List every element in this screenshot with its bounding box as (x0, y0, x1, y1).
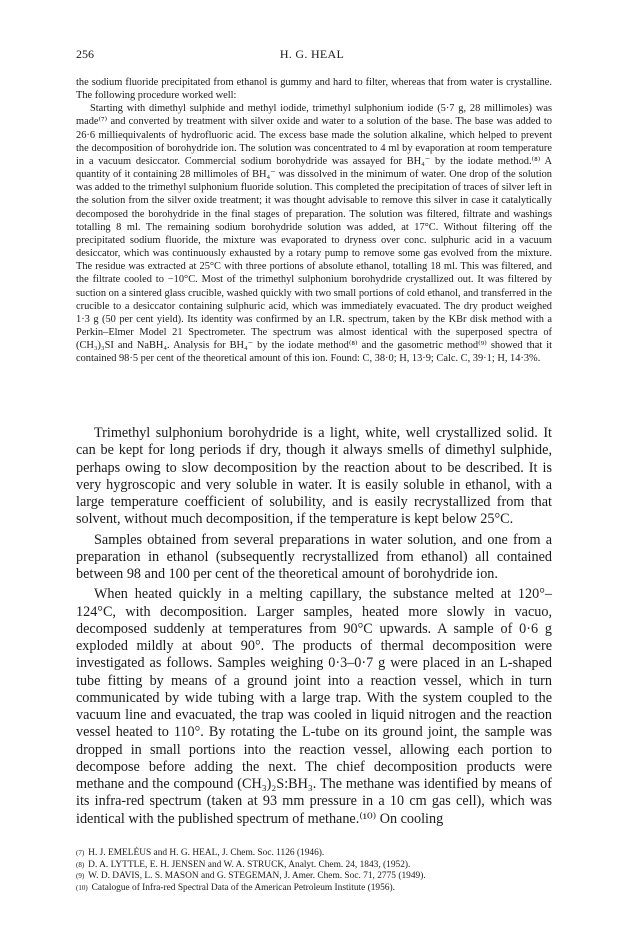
footnote (76, 883, 552, 895)
body-paragraph: When heated quickly in a melting capillary, the substance melted at 120°–124°C, with decomposition. Larger samples, heated more slowly in vacuo, decomposed suddenly at temperatures from 90°C upwards. A sample of 0·6 g exploded mildly at about 90°. The products of thermal decomposition were investigated as follows. Samples weighing 0·3–0·7 g were placed in an L-shaped tube fitting by means of a ground joint into a reaction vessel, which in turn communicated by wide tubing with a large trap. With the system coupled to the vacuum line and evacuated, the trap was cooled in liquid nitrogen and the reaction vessel heated to 110°. By rotating the L-tube on its ground joint, the sample was dropped in small portions into the reaction vessel, allowing each portion to decompose before adding the next. The chief decomposition products were methane and the compound (CH₃)₂S:BH₃. The methane was identified by means of its infra-red spectrum (taken at 93 mm pressure in a 10 cm gas cell), which was identical with the published spectrum of methane.⁽¹⁰⁾ On cooling (76, 586, 552, 827)
body-paragraph: Trimethyl sulphonium borohydride is a light, white, well crystallized solid. It can be kept for long periods if dry, though it always smells of dimethyl sulphide, perhaps owing to slow decomposition by the reaction about to be described. It is very hygroscopic and very soluble in water. It is easily soluble in ethanol, with a large temperature coefficient of solubility, and is easily recrystallized from that solvent, without much decomposition, if the temperature is kept below 25°C. (76, 425, 552, 528)
small-paragraph: the sodium fluoride precipitated from ethanol is gummy and hard to filter, whereas that from water is crystalline. The following procedure worked well: (76, 77, 552, 102)
footnote (76, 871, 552, 883)
footnote-text: D. A. LYTTLE, E. H. JENSEN and W. A. STRUCK, Analyt. Chem. 24, 1843, (1952). (88, 859, 411, 870)
footnote-text: W. D. DAVIS, L. S. MASON and G. STEGEMAN, J. Amer. Chem. Soc. 71, 2775 (1949). (88, 871, 426, 882)
footnote-text: H. J. EMELÉUS and H. G. HEAL, J. Chem. Soc. 1126 (1946). (88, 848, 325, 858)
footnotes (76, 848, 552, 894)
footnote-mark: (8) (76, 860, 85, 869)
footnote-mark: (9) (76, 872, 85, 881)
footnote (76, 848, 552, 860)
running-header-author: H. G. HEAL (279, 47, 345, 61)
footnote-mark: (7) (76, 849, 85, 857)
small-paragraph: Starting with dimethyl sulphide and methyl iodide, trimethyl sulphonium iodide (5·7 g, 28 millimoles) was made⁽⁷⁾ and converted by treatment with silver oxide and water to a solution of the base. The base was added to 26·6 milliequivalents of hydrofluoric acid. The excess base made the solution alkaline, which helped to prevent the decomposition of borohydride ion. The solution was concentrated to 4 ml by evaporation at room temperature in a vacuum desiccator. Commercial sodium borohydride was assayed for BH₄⁻ by the iodate method.⁽⁸⁾ A quantity of it containing 28 millimoles of BH₄⁻ was dissolved in the minimum of water. One drop of the solution was added to the trimethyl sulphonium fluoride solution. This completed the precipitation of traces of silver left in the solution from the silver oxide treatment; it was thought advisable to remove this silver in case it catalytically decomposed the borohydride in the final stages of preparation. The solution was filtered, filtrate and washings totalling 8 ml. The remaining sodium borohydride solution was added, at 17°C. Without filtering off the precipitated sodium fluoride, the mixture was evaporated to dryness over conc. sulphuric acid in a vacuum desiccator, which was continuously exhausted by a rotary pump to remove some gas evolved from the mixture. The residue was extracted at 25°C with three portions of absolute ethanol, totalling 18 ml. This was filtered, and the filtrate cooled to −10°C. Most of the trimethyl sulphonium borohydride crystallized out. It was filtered by suction on a sintered glass crucible, washed quickly with two small portions of cold ethanol, and transferred in the crucible to a desiccator containing sulphuric acid, which was immediately evacuated. The dry product weighed 1·3 g (50 per cent yield). Its identity was confirmed by an I.R. spectrum, taken by the KBr disk method with a Perkin–Elmer Model 21 Spectrometer. The spectrum was almost identical with the superposed spectra of (CH₃)₃SI and NaBH₄. Analysis for BH₄⁻ by the iodate method⁽⁸⁾ and the gasometric method⁽⁹⁾ showed that it contained 98·5 per cent of the theoretical amount of this ion. Found: C, 38·0; H, 13·9; Calc. C, 39·1; H, 14·3%. (76, 103, 552, 365)
footnote-mark: (10) (76, 883, 88, 892)
page-number: 256 (76, 47, 94, 61)
footnote (76, 860, 552, 872)
body-paragraph: Samples obtained from several preparations in water solution, and one from a preparation in ethanol (subsequently recrystallized from ethanol) all contained between 98 and 100 per cent of the theoretical amount of borohydride ion. (76, 531, 552, 582)
footnote-text: Catalogue of Infra-red Spectral Data of the American Petroleum Institute (1956). (91, 882, 395, 893)
experimental-section (76, 76, 552, 365)
body-section (76, 425, 552, 831)
